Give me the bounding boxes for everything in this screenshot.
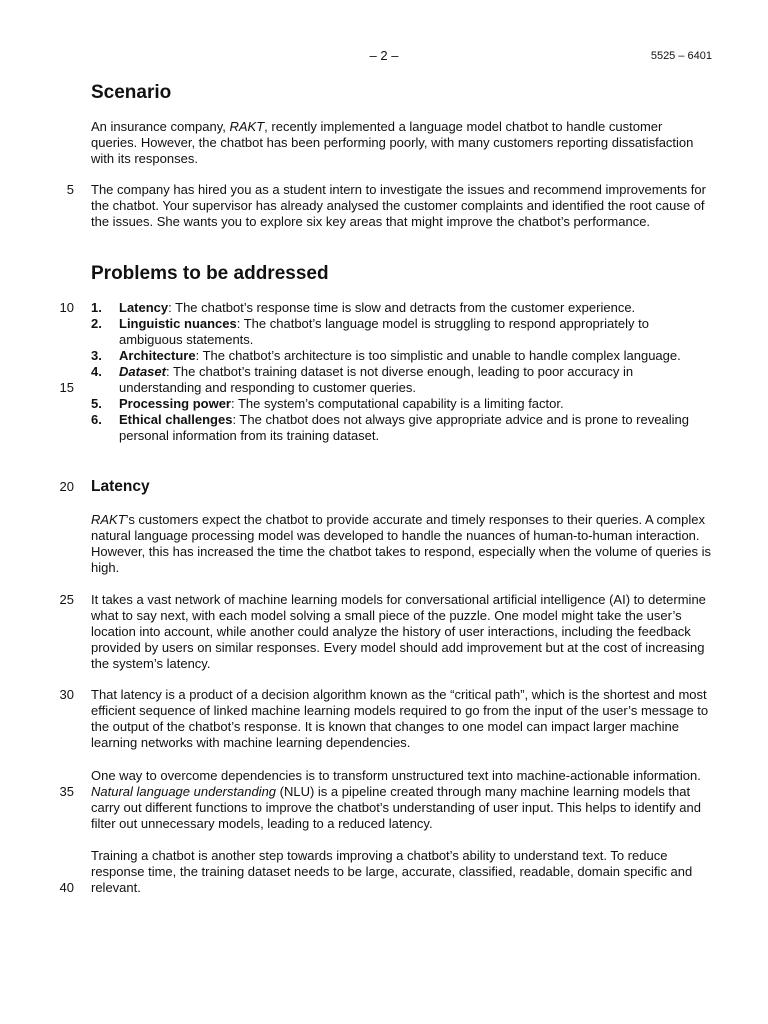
item-text: : The chatbot’s response time is slow and detracts from the customer experience. [168, 300, 636, 315]
item-text: : The chatbot’s language model is struggling to respond appropriately to ambiguous statements. [119, 316, 649, 347]
list-item [91, 316, 711, 348]
section-heading-scenario: Scenario [91, 82, 172, 103]
item-term: Processing power [119, 396, 231, 411]
section-heading-latency: Latency [91, 478, 150, 495]
latency-paragraph-1 [91, 512, 711, 576]
line-number: 5 [66, 182, 74, 197]
problems-list [91, 300, 711, 444]
scenario-paragraph-1 [91, 119, 711, 167]
text-span: , recently implemented a language model chatbot to handle customer queries. However, the chatbot has been performing poorly, with many customers reporting dissatisfaction with its responses. [91, 119, 694, 166]
item-number: 4. [91, 364, 102, 379]
text-span: ’s customers expect the chatbot to provide accurate and timely responses to their queries. A complex natural language processing model was developed to handle the nuances of human-to-human interaction. However, this has increased the time the chatbot takes to respond, especially when the volume of queries is high. [91, 512, 712, 575]
list-item [91, 300, 711, 316]
company-name: RAKT [91, 512, 126, 527]
line-number: 15 [59, 380, 74, 395]
line-number: 40 [59, 880, 74, 895]
text-span: One way to overcome dependencies is to transform unstructured text into machine-actionable information. [91, 768, 701, 783]
text-span: (NLU) is a pipeline created through many machine learning models that carry out different functions to improve the chatbot’s understanding of user input. This helps to identify and filter out unnecessary models, leading to a reduced latency. [91, 784, 701, 831]
list-item [91, 364, 711, 396]
list-item [91, 348, 711, 364]
scenario-paragraph-2: The company has hired you as a student intern to investigate the issues and recommend improvements for the chatbot. Your supervisor has already analysed the customer complaints and identified the root cause of the issues. She wants you to explore six key areas that might improve the chatbot’s performance. [91, 182, 706, 229]
page-number: – 2 – [369, 48, 399, 63]
line-number: 35 [59, 784, 74, 799]
line-number: 20 [59, 479, 74, 494]
line-number: 30 [59, 687, 74, 702]
item-number: 3. [91, 348, 102, 363]
item-text: : The chatbot does not always give appropriate advice and is prone to revealing personal information from its training dataset. [119, 412, 689, 443]
section-heading-problems: Problems to be addressed [91, 263, 329, 284]
item-term: Dataset [119, 364, 166, 379]
item-term: Latency [119, 300, 169, 315]
item-number: 6. [91, 412, 102, 427]
line-number: 10 [59, 300, 74, 315]
text-span: An insurance company, [91, 119, 230, 134]
latency-paragraph-2: It takes a vast network of machine learning models for conversational artificial intelligence (AI) to determine what to say next, with each model solving a small piece of the puzzle. One model might take the user’s location into account, while another could analyze the history of user interactions, including the feedback provided by users on similar responses. Every model should add improvement but at the cost of increasing the system’s latency. [91, 592, 706, 671]
latency-paragraph-3: That latency is a product of a decision algorithm known as the “critical path”, which is the shortest and most efficient sequence of linked machine learning models required to go from the input of the user’s message to the output of the chatbot’s response. It is known that changes to one model can impact larger machine learning networks with machine learning dependencies. [91, 687, 709, 750]
nlu-term: Natural language understanding [91, 784, 277, 799]
list-item [91, 396, 711, 412]
company-name: RAKT [229, 119, 265, 134]
item-text: : The chatbot’s architecture is too simplistic and unable to handle complex language. [195, 348, 681, 363]
line-number: 25 [59, 592, 74, 607]
item-term: Ethical challenges [119, 412, 233, 427]
latency-paragraph-4 [91, 768, 711, 832]
item-text: : The system’s computational capability is a limiting factor. [230, 396, 564, 411]
paper-code: 5525 – 6401 [650, 50, 712, 62]
item-term: Architecture [119, 348, 196, 363]
item-number: 1. [91, 300, 102, 315]
latency-paragraph-5: Training a chatbot is another step towards improving a chatbot’s ability to understand text. To reduce response time, the training dataset needs to be large, accurate, classified, readable, domain specific and relevant. [91, 848, 693, 895]
list-item [91, 412, 711, 444]
item-number: 5. [91, 396, 102, 411]
item-text: : The chatbot’s training dataset is not diverse enough, leading to poor accuracy in understanding and responding to customer queries. [119, 364, 634, 395]
item-number: 2. [91, 316, 102, 331]
item-term: Linguistic nuances [119, 316, 237, 331]
